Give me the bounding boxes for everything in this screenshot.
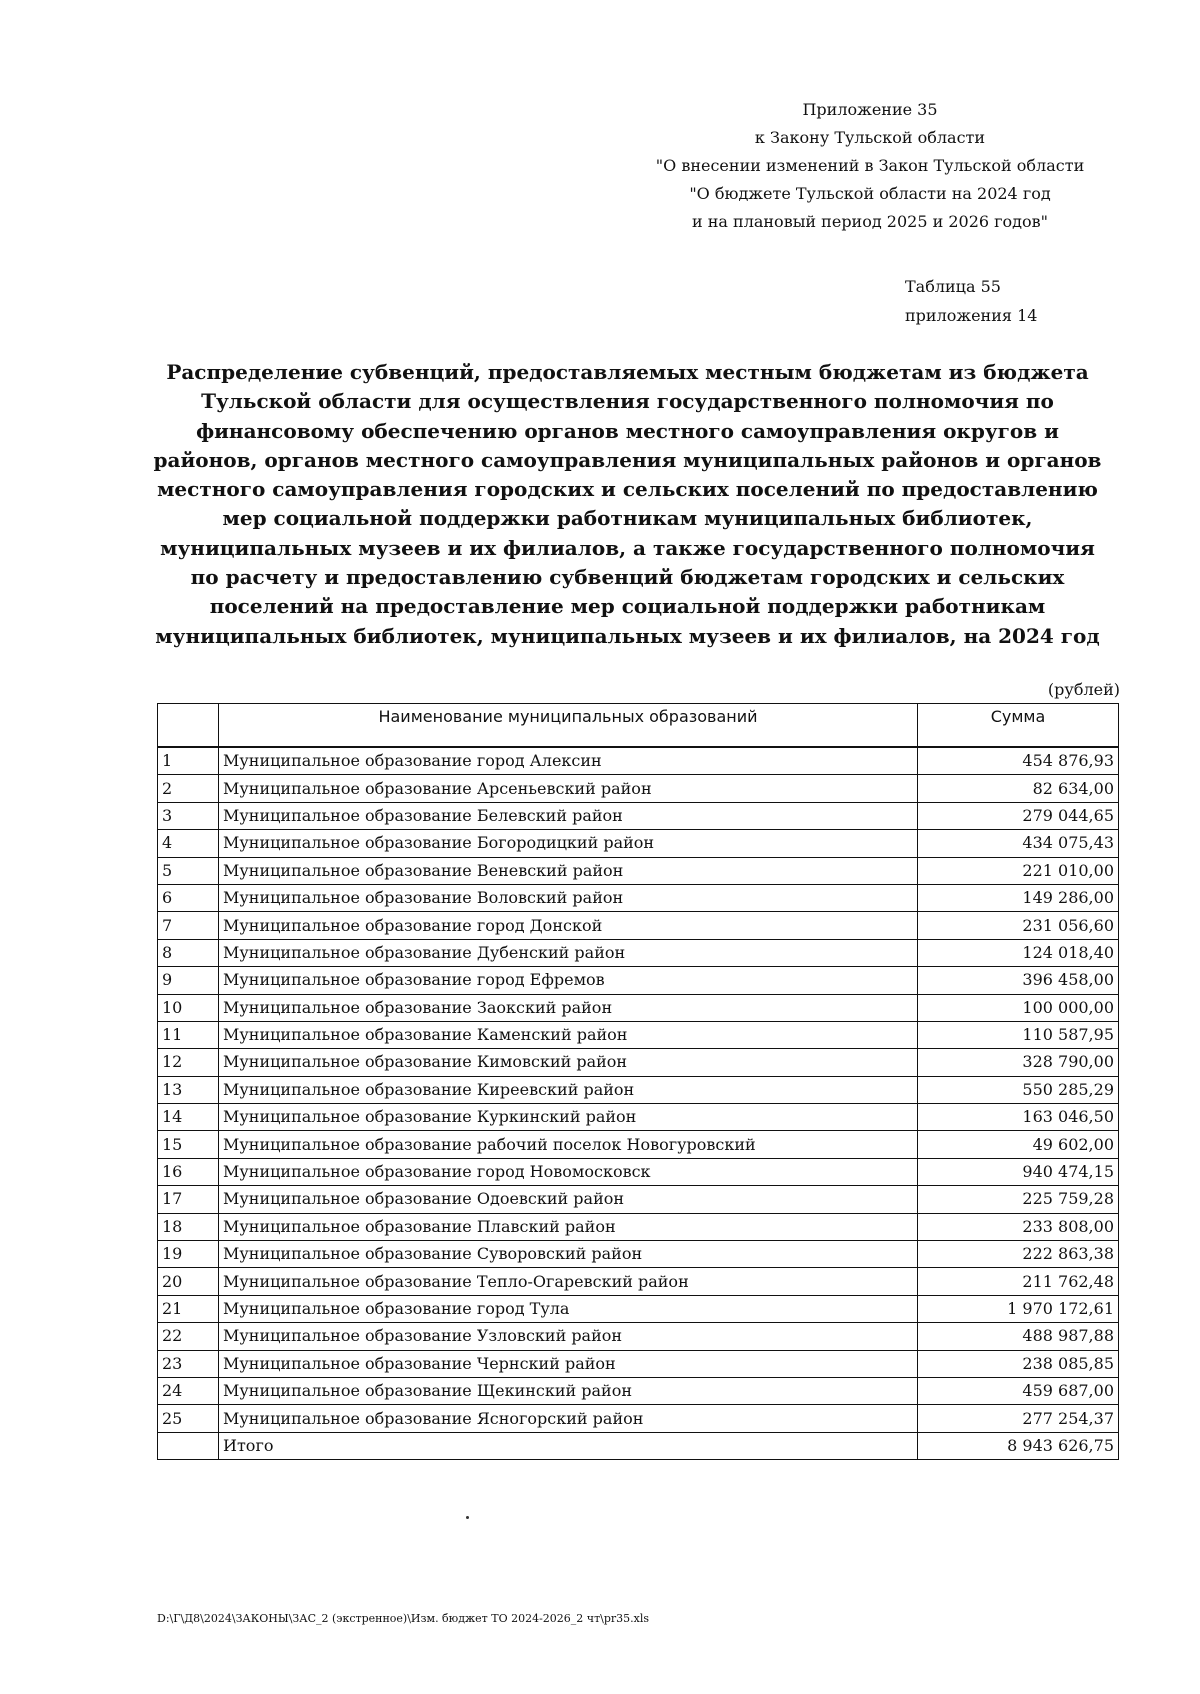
table-row xyxy=(158,1323,1119,1350)
row-amount: 221 010,00 xyxy=(918,857,1119,884)
table-row xyxy=(158,1268,1119,1295)
table-header-row xyxy=(158,704,1119,748)
table-reference xyxy=(905,272,1037,330)
table-row xyxy=(158,1432,1119,1459)
table-row xyxy=(158,1076,1119,1103)
table-row xyxy=(158,830,1119,857)
row-amount: 231 056,60 xyxy=(918,912,1119,939)
row-amount: 211 762,48 xyxy=(918,1268,1119,1295)
header-line: Приложение 35 xyxy=(802,100,938,119)
row-name: Муниципальное образование Веневский район xyxy=(219,857,918,884)
row-name: Муниципальное образование Плавский район xyxy=(219,1213,918,1240)
header-amount: Сумма xyxy=(918,704,1119,748)
row-amount: 279 044,65 xyxy=(918,802,1119,829)
row-name: Муниципальное образование Тепло-Огаревский район xyxy=(219,1268,918,1295)
row-amount: 940 474,15 xyxy=(918,1158,1119,1185)
row-number: 2 xyxy=(158,775,219,802)
row-name: Муниципальное образование город Тула xyxy=(219,1295,918,1322)
row-amount: 459 687,00 xyxy=(918,1377,1119,1404)
row-amount: 110 587,95 xyxy=(918,1021,1119,1048)
row-amount: 124 018,40 xyxy=(918,939,1119,966)
header-line: к Закону Тульской области xyxy=(754,128,986,147)
subvention-table xyxy=(157,703,1119,1460)
row-name: Муниципальное образование Богородицкий район xyxy=(219,830,918,857)
table-row xyxy=(158,884,1119,911)
row-name: Муниципальное образование Узловский район xyxy=(219,1323,918,1350)
row-name: Муниципальное образование Заокский район xyxy=(219,994,918,1021)
row-amount: 222 863,38 xyxy=(918,1241,1119,1268)
row-amount: 1 970 172,61 xyxy=(918,1295,1119,1322)
row-number: 5 xyxy=(158,857,219,884)
row-amount: 49 602,00 xyxy=(918,1131,1119,1158)
row-name: Муниципальное образование Киреевский район xyxy=(219,1076,918,1103)
header-line: и на плановый период 2025 и 2026 годов" xyxy=(691,212,1049,231)
table-row xyxy=(158,1241,1119,1268)
row-number: 15 xyxy=(158,1131,219,1158)
row-name: Муниципальное образование рабочий поселок Новогуровский xyxy=(219,1131,918,1158)
header-num xyxy=(158,704,219,748)
row-number: 11 xyxy=(158,1021,219,1048)
table-number: Таблица 55 xyxy=(905,277,1001,296)
row-amount: 163 046,50 xyxy=(918,1104,1119,1131)
table-row xyxy=(158,775,1119,802)
row-amount: 434 075,43 xyxy=(918,830,1119,857)
row-number: 23 xyxy=(158,1350,219,1377)
row-amount: 225 759,28 xyxy=(918,1186,1119,1213)
row-name: Муниципальное образование Ясногорский район xyxy=(219,1405,918,1432)
table-row xyxy=(158,1021,1119,1048)
table-row xyxy=(158,1158,1119,1185)
row-number: 8 xyxy=(158,939,219,966)
table-row xyxy=(158,912,1119,939)
row-number: 25 xyxy=(158,1405,219,1432)
row-name: Муниципальное образование город Донской xyxy=(219,912,918,939)
table-row xyxy=(158,1295,1119,1322)
table-row xyxy=(158,857,1119,884)
table-row xyxy=(158,939,1119,966)
table-row xyxy=(158,802,1119,829)
row-number: 18 xyxy=(158,1213,219,1240)
row-name: Муниципальное образование Чернский район xyxy=(219,1350,918,1377)
row-amount: 233 808,00 xyxy=(918,1213,1119,1240)
row-name: Муниципальное образование Воловский район xyxy=(219,884,918,911)
row-name: Муниципальное образование Каменский район xyxy=(219,1021,918,1048)
table-body xyxy=(158,747,1119,1460)
row-amount: 328 790,00 xyxy=(918,1049,1119,1076)
row-number: 12 xyxy=(158,1049,219,1076)
row-number: 7 xyxy=(158,912,219,939)
appendix-header xyxy=(620,96,1120,236)
row-number: 10 xyxy=(158,994,219,1021)
row-name: Муниципальное образование Кимовский район xyxy=(219,1049,918,1076)
units-label: (рублей) xyxy=(1047,680,1120,699)
row-number: 3 xyxy=(158,802,219,829)
row-name: Муниципальное образование Щекинский район xyxy=(219,1377,918,1404)
row-name: Муниципальное образование Одоевский район xyxy=(219,1186,918,1213)
row-number: 9 xyxy=(158,967,219,994)
table-row xyxy=(158,1213,1119,1240)
table-row xyxy=(158,747,1119,775)
row-name: Муниципальное образование Арсеньевский район xyxy=(219,775,918,802)
file-path-footer: D:\Г\Д8\2024\ЗАКОНЫ\ЗАС_2 (экстренное)\Изм. бюджет ТО 2024-2026_2 чт\pr35.xls xyxy=(157,1612,650,1625)
row-name: Муниципальное образование Куркинский район xyxy=(219,1104,918,1131)
header-name: Наименование муниципальных образований xyxy=(219,704,918,748)
table-row xyxy=(158,1186,1119,1213)
stray-mark xyxy=(466,1516,469,1519)
row-number: 1 xyxy=(158,747,219,775)
row-amount: 277 254,37 xyxy=(918,1405,1119,1432)
row-number: 6 xyxy=(158,884,219,911)
row-number: 21 xyxy=(158,1295,219,1322)
document-title: Распределение субвенций, предоставляемых местным бюджетам из бюджета Тульской области для осуществления государственного полномочия по финансовому обеспечению органов местного самоуправления округов и районов, органов местного самоуправления муниципальных районов и органов местного самоуправления городских и сельских поселений по предоставлению мер социальной поддержки работникам муниципальных библиотек, муниципальных музеев и их филиалов, а также государственного полномочия по расчету и предоставлению субвенций бюджетам городских и сельских поселений на предоставление мер социальной поддержки работникам муниципальных библиотек, муниципальных музеев и их филиалов, на 2024 год xyxy=(153,360,1102,648)
row-amount: 238 085,85 xyxy=(918,1350,1119,1377)
table-row xyxy=(158,967,1119,994)
row-number: 19 xyxy=(158,1241,219,1268)
row-amount: 82 634,00 xyxy=(918,775,1119,802)
row-number xyxy=(158,1432,219,1459)
row-number: 4 xyxy=(158,830,219,857)
row-name: Итого xyxy=(219,1432,918,1459)
row-number: 17 xyxy=(158,1186,219,1213)
row-amount: 454 876,93 xyxy=(918,747,1119,775)
header-line: "О внесении изменений в Закон Тульской области xyxy=(655,156,1085,175)
table-row xyxy=(158,1405,1119,1432)
row-amount: 8 943 626,75 xyxy=(918,1432,1119,1459)
row-number: 14 xyxy=(158,1104,219,1131)
row-number: 22 xyxy=(158,1323,219,1350)
row-name: Муниципальное образование Белевский район xyxy=(219,802,918,829)
table-row xyxy=(158,1377,1119,1404)
table-row xyxy=(158,1049,1119,1076)
header-line: "О бюджете Тульской области на 2024 год xyxy=(689,184,1051,203)
row-name: Муниципальное образование город Новомосковск xyxy=(219,1158,918,1185)
row-amount: 550 285,29 xyxy=(918,1076,1119,1103)
table-row xyxy=(158,1104,1119,1131)
row-amount: 149 286,00 xyxy=(918,884,1119,911)
row-amount: 100 000,00 xyxy=(918,994,1119,1021)
table-row xyxy=(158,994,1119,1021)
row-number: 20 xyxy=(158,1268,219,1295)
table-row xyxy=(158,1131,1119,1158)
row-number: 16 xyxy=(158,1158,219,1185)
row-amount: 488 987,88 xyxy=(918,1323,1119,1350)
row-number: 24 xyxy=(158,1377,219,1404)
row-amount: 396 458,00 xyxy=(918,967,1119,994)
row-name: Муниципальное образование Дубенский район xyxy=(219,939,918,966)
row-name: Муниципальное образование город Ефремов xyxy=(219,967,918,994)
row-name: Муниципальное образование Суворовский район xyxy=(219,1241,918,1268)
table-row xyxy=(158,1350,1119,1377)
table-appendix: приложения 14 xyxy=(905,306,1038,325)
row-number: 13 xyxy=(158,1076,219,1103)
row-name: Муниципальное образование город Алексин xyxy=(219,747,918,775)
